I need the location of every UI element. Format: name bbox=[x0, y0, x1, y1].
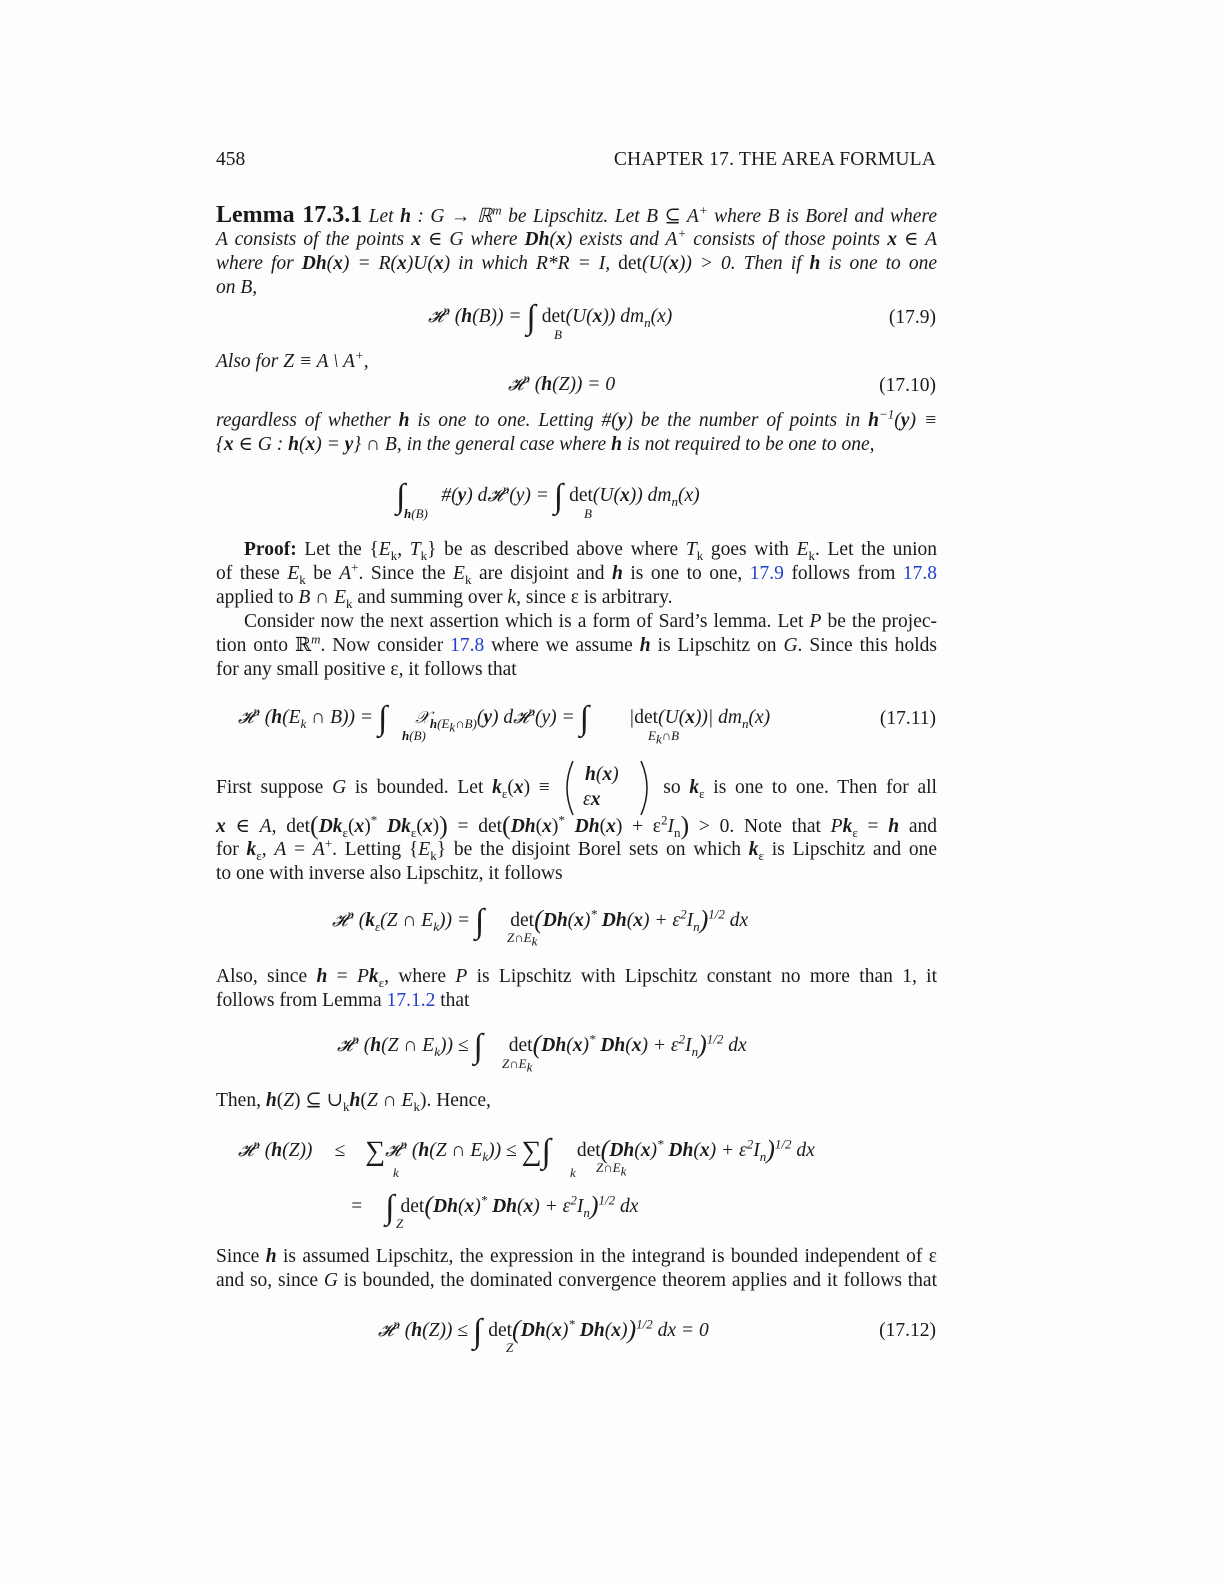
equation-17-12: 𝓗$^n$ (h(Z)) ≤ ∫ det(Dh(x)* Dh(x))$^{1/2}$ dx = 0 bbox=[378, 1313, 709, 1350]
eq5-limit: $Z\cap E_k$ bbox=[507, 930, 538, 949]
lemma-label: Lemma 17.3.1 bbox=[216, 202, 363, 228]
equation-h-bound: 𝓗$^n$ (h(Z ∩ $E_k$)) ≤ ∫ det(Dh(x)* $Dh(x) + \varepsilon^2I_n)^{1/2}$ dx bbox=[337, 1028, 747, 1065]
proof-line-9: for $k_\varepsilon$, A = A+. Letting $\{E_k\}$ be the disjoint Borel sets on which $k_\varepsilon$ is Lipschitz and one bbox=[216, 835, 938, 863]
eq3-limit-left: h(B) bbox=[404, 506, 428, 521]
lemma-line-5: regardless of whether h is one to one. Letting #(y) be the number of points in $h^{-1}(y)$ ≡ bbox=[216, 406, 937, 431]
equation-sum-1: 𝓗$^n$ (h(Z)) ≤ ∑𝓗$^n$ (h(Z ∩ $E_k$)) ≤ ∑∫ det(Dh(x)* $Dh(x) + \varepsilon^2I_n)^{1/2}$ dx bbox=[238, 1133, 815, 1170]
lemma-also: Also for Z ≡ A \ A+, bbox=[216, 347, 369, 372]
eq-number-17-12: (17.12) bbox=[879, 1320, 936, 1341]
vector-k-epsilon: h(x) εx bbox=[561, 758, 653, 818]
equation-count: ∫ #(y) d𝓗$^n$(y) = ∫ det(U(x)) $dm_n(x)$ bbox=[396, 478, 700, 515]
proof-line-1: Proof: Let the {$E_k$, $T_k$} be as described above where $T_k$ goes with $E_k$. Let the union bbox=[244, 539, 938, 563]
eq7-sum-index-2: k bbox=[570, 1165, 576, 1180]
equation-sum-2: = ∫ det(Dh(x)* $Dh(x) + \varepsilon^2I_n)^{1/2}$ dx bbox=[350, 1189, 639, 1226]
chapter-title: CHAPTER 17. THE AREA FORMULA bbox=[613, 149, 936, 170]
proof-line-8: x ∈ A, $\det(Dk_\varepsilon(x)^*$ $Dk_\varepsilon(x)) = \det(Dh(x)^*$ $Dh(x) + \varepsilon^2I_n) > 0$. Note that $Pk_\varepsilon = h$ and bbox=[216, 811, 938, 840]
eq1-limit: B bbox=[554, 327, 562, 342]
eq4-limit-2: $E_k\cap B$ bbox=[648, 728, 680, 747]
proof-line-15: and so, since G is bounded, the dominated convergence theorem applies and it follows that bbox=[216, 1270, 937, 1291]
eq8-limit: Z bbox=[506, 1340, 514, 1355]
page-number: 458 bbox=[216, 149, 246, 170]
proof-line-5: tion onto ℝ$^m$. Now consider 17.8 where we assume h is Lipschitz on G. Since this holds bbox=[216, 631, 937, 656]
eq7-sum-index-1: k bbox=[393, 1165, 399, 1180]
lemma-line-6: {x ∈ G : h(x) = y} ∩ B, in the general case where h is not required to be one to one, bbox=[216, 434, 875, 455]
eq-number-17-9: (17.9) bbox=[888, 307, 936, 328]
equation-17-11: 𝓗$^n$ ($h(E_k$ ∩ B)) = ∫ 𝒳$_{h(E_k\cap B)}$(y) d𝓗$^n$(y) = ∫ |det(U(x))| $dm_n(x)$ bbox=[238, 700, 771, 737]
ref-17-9-link[interactable]: 17.9 bbox=[749, 563, 784, 584]
eq3-limit-right: B bbox=[584, 506, 592, 521]
equation-k-epsilon: 𝓗$^n$ ($k_\varepsilon(Z$ ∩ $E_k$)) = ∫ det(Dh(x)* $Dh(x) + \varepsilon^2I_n)^{1/2}$ dx bbox=[332, 903, 749, 940]
proof-line-10: to one with inverse also Lipschitz, it follows bbox=[216, 863, 563, 884]
equation-17-10: 𝓗$^n$ (h(Z)) = 0 bbox=[508, 370, 616, 395]
lemma-line-2: A consists of the points x ∈ G where Dh(x) exists and A+ consists of those points x ∈ A bbox=[216, 225, 938, 250]
proof-line-2: of these $E_k$ be A+. Since the $E_k$ are disjoint and h is one to one, 17.9 follows from 17.8 bbox=[216, 559, 937, 587]
proof-line-4: Consider now the next assertion which is a form of Sard’s lemma. Let P be the projec- bbox=[244, 611, 937, 632]
eq4-limit-1: h(B) bbox=[402, 728, 426, 743]
lemma-line-4: on B, bbox=[216, 277, 258, 298]
equation-17-9: 𝓗$^n$ (h(B)) = ∫ det(U(x)) $dm_n(x)$ bbox=[428, 299, 673, 336]
ref-17-8-link[interactable]: 17.8 bbox=[902, 563, 937, 584]
eq7-limit: $Z\cap E_k$ bbox=[596, 1160, 627, 1179]
lemma-line-1: Lemma 17.3.1 Let h : G → ℝ$^m$ be Lipschitz. Let B ⊆ A+ where B is Borel and where bbox=[216, 202, 937, 228]
proof-line-14: Since h is assumed Lipschitz, the expression in the integrand is bounded independent of ε bbox=[216, 1246, 937, 1267]
eq-number-17-11: (17.11) bbox=[879, 708, 936, 729]
proof-line-11: Also, since $h = Pk_\varepsilon$, where P is Lipschitz with Lipschitz constant no more than 1, it bbox=[216, 966, 938, 990]
proof-line-3: applied to B ∩ $E_k$ and summing over k, since ε is arbitrary. bbox=[216, 587, 673, 611]
eq7b-limit: Z bbox=[396, 1216, 404, 1231]
eq-number-17-10: (17.10) bbox=[879, 375, 936, 396]
lemma-line-3: where for Dh(x) = R(x)U(x) in which R*R = I, det(U(x)) > 0. Then if h is one to one bbox=[216, 253, 937, 274]
proof-line-6: for any small positive ε, it follows that bbox=[216, 659, 517, 680]
proof-line-12: follows from Lemma 17.1.2 that bbox=[216, 990, 470, 1011]
ref-17-8-link-2[interactable]: 17.8 bbox=[450, 635, 485, 656]
proof-line-7: First suppose G is bounded. Let $k_\varepsilon(x)$ ≡ so $k_\varepsilon$ is one to one. Then for all bbox=[216, 777, 937, 801]
proof-line-13: Then, h(Z) ⊆ $\cup_kh(Z$ ∩ $E_k$). Hence, bbox=[216, 1090, 491, 1114]
ref-lemma-17-1-2-link[interactable]: 17.1.2 bbox=[386, 990, 436, 1011]
eq6-limit: $Z\cap E_k$ bbox=[502, 1056, 533, 1075]
proof-label: Proof: bbox=[244, 539, 297, 560]
